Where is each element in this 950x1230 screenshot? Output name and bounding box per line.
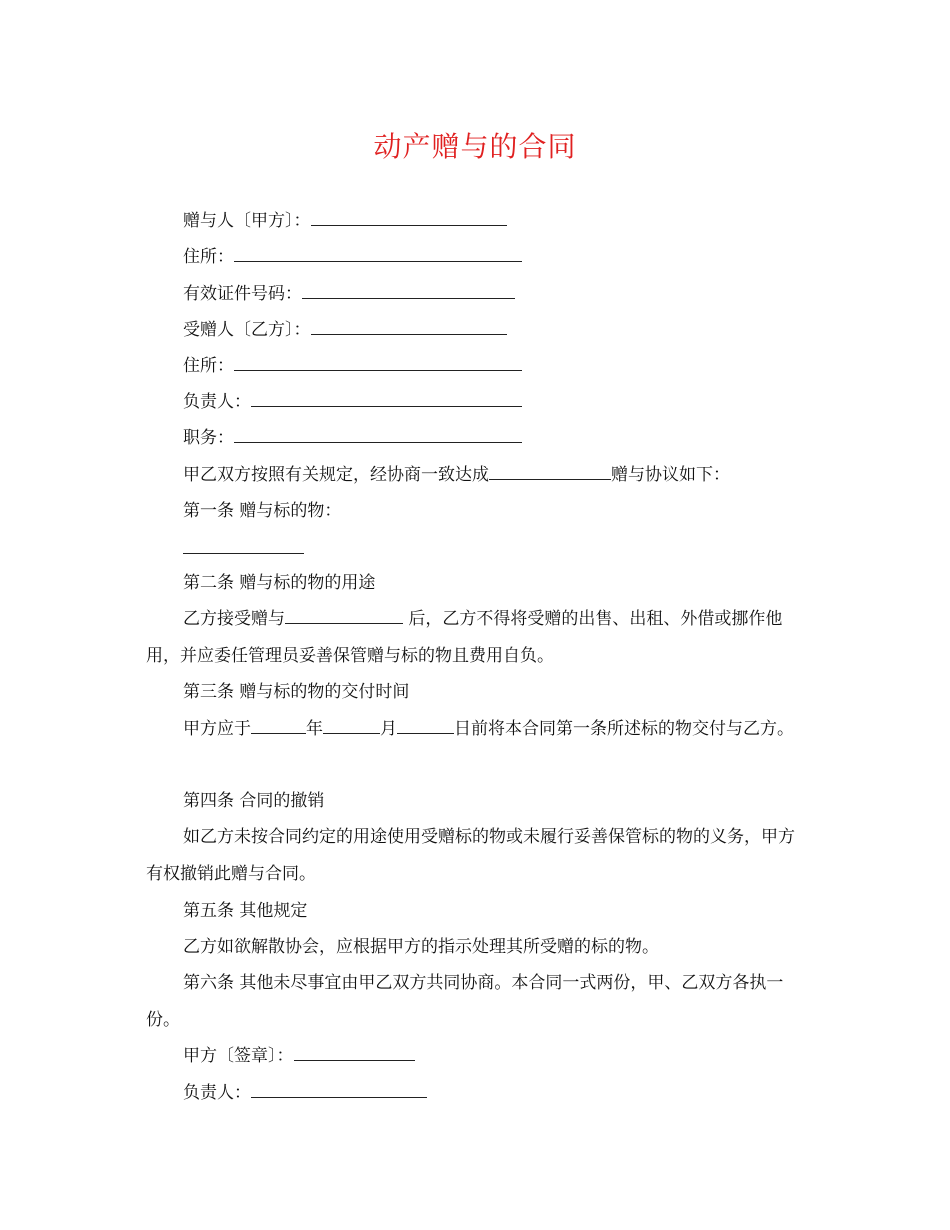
subject-matter-blank[interactable] (183, 553, 304, 554)
donor-address-label: 住所： (183, 247, 234, 267)
donee-position-field (183, 426, 522, 450)
year-label: 年 (306, 719, 323, 739)
document-title: 动产赠与的合同 (373, 130, 577, 163)
party-a-sign-label: 甲方〔签章〕： (183, 1046, 294, 1066)
party-a-responsible-blank[interactable] (251, 1081, 427, 1098)
party-a-sign-field (183, 1044, 415, 1068)
party-a-responsible-field (183, 1081, 427, 1105)
article3-day-suffix: 日前将本合同第一条所述标的物交付与乙方。 (454, 719, 794, 739)
month-blank[interactable] (323, 717, 380, 734)
donee-address-label: 住所： (183, 356, 234, 376)
article2-prefix: 乙方接受赠与 (183, 609, 285, 629)
intro-prefix: 甲乙双方按照有关规定，经协商一致达成 (183, 465, 489, 485)
donor-blank[interactable] (311, 209, 507, 226)
article5-title: 第五条 其他规定 (183, 901, 308, 921)
donee-address-blank[interactable] (234, 354, 522, 371)
year-blank[interactable] (251, 717, 306, 734)
id-number-field (183, 282, 515, 306)
article2-blank[interactable] (285, 607, 403, 624)
article2-body: 后，乙方不得将受赠的出售、出租、外借或挪作他用，并应委任管理员妥善保管赠与标的物且费用自负。 (146, 609, 783, 666)
donor-label: 赠与人〔甲方〕： (183, 211, 311, 231)
donee-address-field (183, 354, 522, 378)
article3-prefix: 甲方应于 (183, 719, 251, 739)
donor-field (183, 209, 507, 233)
intro-line (183, 463, 730, 487)
article5-paragraph: 乙方如欲解散协会，应根据甲方的指示处理其所受赠的标的物。 (183, 937, 659, 957)
donee-blank[interactable] (311, 318, 507, 335)
day-blank[interactable] (397, 717, 454, 734)
party-a-responsible-label: 负责人： (183, 1083, 251, 1103)
id-number-label: 有效证件号码： (183, 284, 302, 304)
article1-title: 第一条 赠与标的物： (183, 501, 342, 521)
article2-title: 第二条 赠与标的物的用途 (183, 573, 376, 593)
donee-label: 受赠人〔乙方〕： (183, 320, 311, 340)
article3-title: 第三条 赠与标的物的交付时间 (183, 682, 410, 702)
party-a-sign-blank[interactable] (294, 1044, 415, 1061)
donee-position-blank[interactable] (234, 426, 522, 443)
donor-address-field (183, 245, 522, 269)
month-label: 月 (380, 719, 397, 739)
article4-paragraph: 如乙方未按合同约定的用途使用受赠标的物或未履行妥善保管标的物的义务，甲方有权撤销此赠与合同。 (146, 827, 795, 884)
article4-title: 第四条 合同的撤销 (183, 791, 325, 811)
article6-paragraph: 第六条 其他未尽事宜由甲乙双方共同协商。本合同一式两份，甲、乙双方各执一份。 (146, 973, 784, 1030)
donor-address-blank[interactable] (234, 245, 522, 262)
donee-field (183, 318, 507, 342)
donee-position-label: 职务： (183, 428, 234, 448)
donee-responsible-field (183, 390, 522, 414)
donee-responsible-label: 负责人： (183, 392, 251, 412)
id-number-blank[interactable] (302, 282, 515, 299)
intro-suffix: 赠与协议如下： (611, 465, 730, 485)
donee-responsible-blank[interactable] (251, 390, 522, 407)
agreement-type-blank[interactable] (489, 463, 611, 480)
article3-paragraph (146, 711, 806, 748)
article2-paragraph (146, 601, 806, 675)
